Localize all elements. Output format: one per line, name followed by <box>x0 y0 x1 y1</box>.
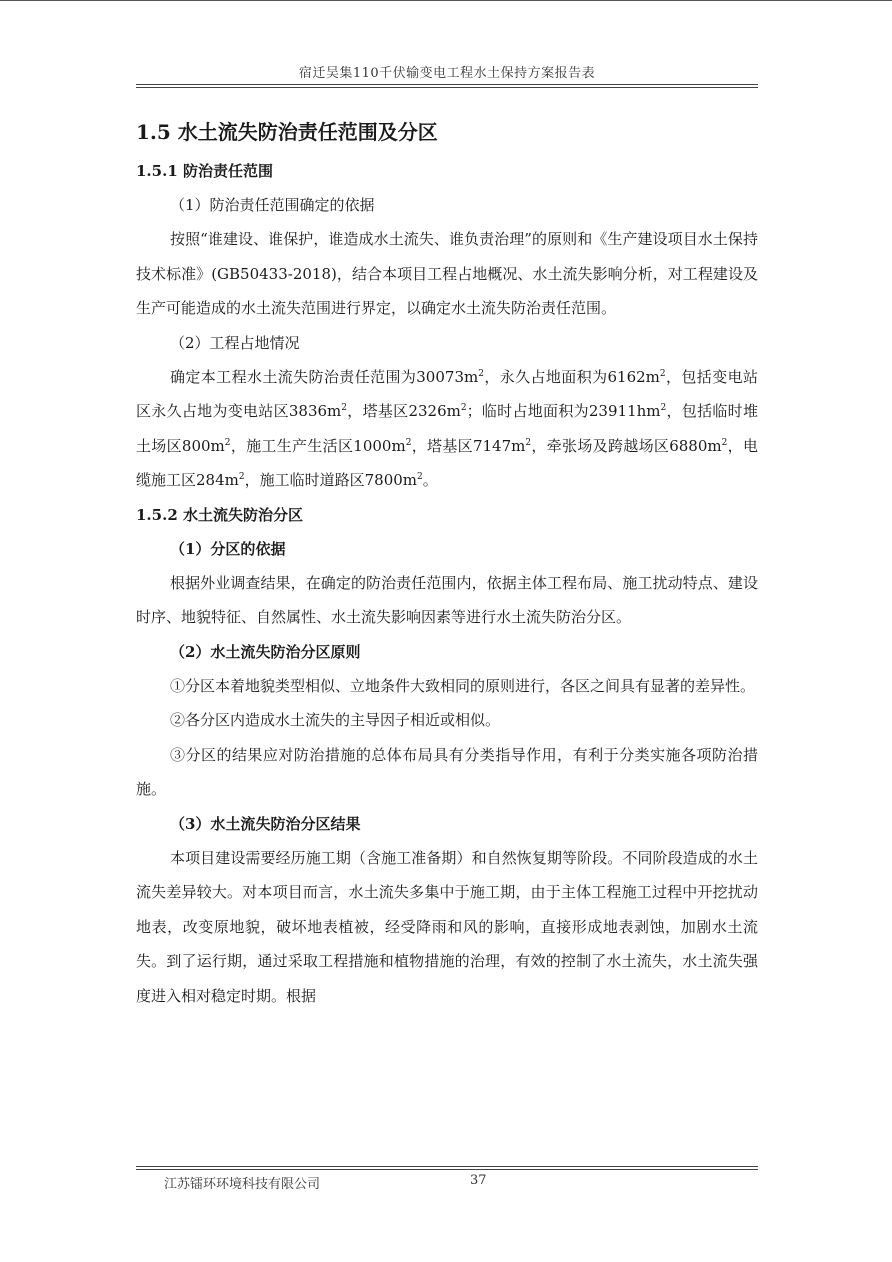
footer-rule <box>136 1166 758 1167</box>
item-title-zoning-results: （3）水土流失防治分区结果 <box>170 814 361 833</box>
page-number: 37 <box>470 1173 487 1188</box>
area-temp-road: 7800m <box>364 471 418 489</box>
page-header: 宿迁吴集110千伏输变电工程水土保持方案报告表 <box>298 66 596 81</box>
principle-3: ③分区的结果应对防治措施的总体布局具有分类指导作用，有利于分类实施各项防治措施。 <box>136 745 758 798</box>
page-body <box>136 114 758 1013</box>
subsection-title-1-5-1: 1.5.1 防治责任范围 <box>136 162 273 180</box>
item-title-basis: （1）防治责任范围确定的依据 <box>170 196 375 214</box>
area-tension-field: 6880m <box>669 436 722 455</box>
principle-1: ①分区本着地貌类型相似、立地条件大致相同的原则进行，各区之间具有显著的差异性。 <box>170 676 756 695</box>
footer-rule-double <box>136 1169 758 1170</box>
paragraph-zoning-basis: 根据外业调查结果，在确定的防治责任范围内，依据主体工程布局、施工扰动特点、建设时序、地貌特征、自然属性、水土流失影响因素等进行水土流失防治分区。 <box>136 573 758 626</box>
item-title-zoning-principles: （2）水土流失防治分区原则 <box>170 642 361 661</box>
area-permanent: 6162m <box>607 367 660 386</box>
subsection-title-1-5-2: 1.5.2 水土流失防治分区 <box>136 505 303 524</box>
section-title: 1.5 水土流失防治责任范围及分区 <box>136 120 438 144</box>
paragraph-basis: 按照“谁建设、谁保护，谁造成水土流失、谁负责治理”的原则和《生产建设项目水土保持技术标准》(GB50433-2018)，结合本项目工程占地概况、水土流失影响分析，对工程建设及生产可能造成的水土流失范围进行界定，以确定水土流失防治责任范围。 <box>136 230 758 317</box>
area-temporary: 23911hm <box>588 402 661 420</box>
area-soil-pile: 800m <box>181 436 225 455</box>
area-total: 30073m <box>416 367 479 386</box>
footer-company: 江苏镭环环境科技有限公司 <box>164 1177 321 1192</box>
item-title-zoning-basis: （1）分区的依据 <box>170 539 286 558</box>
area-cable: 284m <box>196 471 239 489</box>
item-title-land-occupation: （2）工程占地情况 <box>170 333 300 352</box>
area-substation: 3836m <box>288 402 342 420</box>
principle-2: ②各分区内造成水土流失的主导因子相近或相似。 <box>170 711 501 729</box>
header-rule-double <box>136 87 758 88</box>
area-tower-temp: 7147m <box>472 436 526 455</box>
area-construction-living: 1000m <box>353 436 406 455</box>
paragraph-zoning-results: 本项目建设需要经历施工期（含施工准备期）和自然恢复期等阶段。不同阶段造成的水土流失差异较大。对本项目而言，水土流失多集中于施工期，由于主体工程施工过程中开挖扰动地表，改变原地貌，破坏地表植被，经受降雨和风的影响，直接形成地表剥蚀，加剧水土流失。到了运行期，通过采取工程措施和植物措施的治理，有效的控制了水土流失，水土流失强度进入相对稳定时期。根据 <box>136 848 758 1005</box>
header-rule <box>136 84 758 85</box>
paragraph-land-occupation: 确定本工程水土流失防治责任范围为$30073m^2$，永久占地面积为$6162m^2$，包括变电站区永久占地为变电站区$3836m^2$，塔基区$2326m^2$；临时占地面积为$23911hm^2$，包括临时堆土场区$800m^2$，施工生产生活区$1000m^2$，塔基区$7147m^2$，牵张场及跨越场区$6880m^2$，电缆施工区$284m^2$，施工临时道路区$7800m^2$。 <box>136 367 758 489</box>
top-border-line <box>0 0 892 1</box>
area-tower-base: 2326m <box>408 402 461 420</box>
